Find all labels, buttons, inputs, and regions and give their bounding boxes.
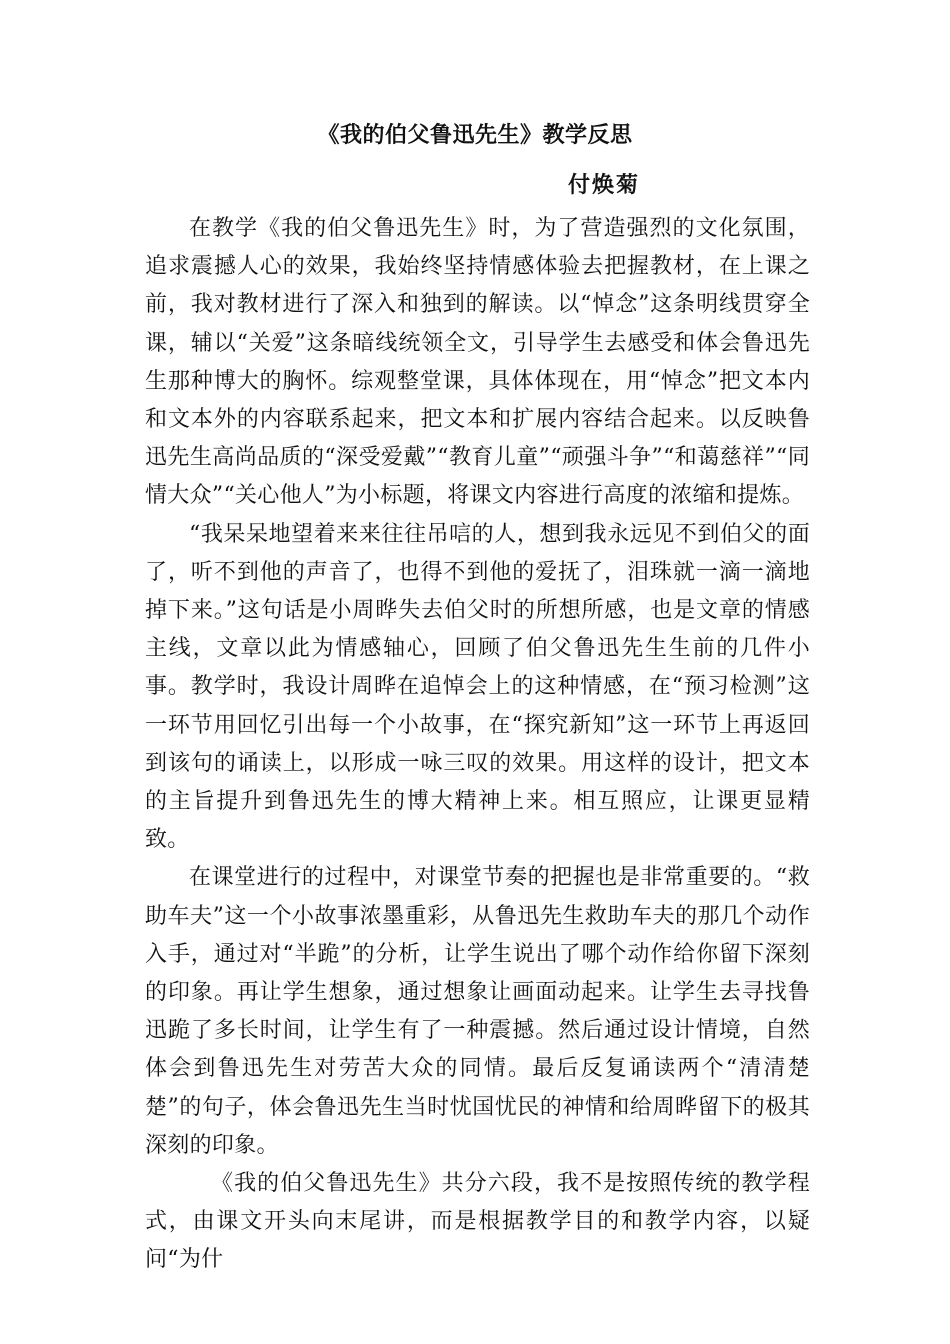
document-title: 《我的伯父鲁迅先生》教学反思 bbox=[317, 123, 633, 148]
paragraph-2: “我呆呆地望着来来往往吊唁的人，想到我永远见不到伯父的面了，听不到他的声音了，也得不到他的爱抚了，泪珠就一滴一滴地掉下来。”这句话是小周晔失去伯父时的所想所感，也是文章的情感主线，文章以此为情感轴心，回顾了伯父鲁迅先生生前的几件小事。教学时，我设计周晔在追悼会上的这种情感，在“预习检测”这一环节用回忆引出每一个小故事，在“探究新知”这一环节上再返回到该句的诵读上，以形成一咏三叹的效果。用这样的设计，把文本的主旨提升到鲁迅先生的博大精神上来。相互照应，让课更显精致。 bbox=[145, 521, 810, 853]
document-body bbox=[145, 210, 810, 1280]
paragraph-3: 在课堂进行的过程中，对课堂节奏的把握也是非常重要的。“救助车夫”这一个小故事浓墨重彩，从鲁迅先生救助车夫的那几个动作入手，通过对“半跪”的分析，让学生说出了哪个动作给你留下深刻的印象。再让学生想象，通过想象让画面动起来。让学生去寻找鲁迅跪了多长时间，让学生有了一种震撼。然后通过设计情境，自然体会到鲁迅先生对劳苦大众的同情。最后反复诵读两个“清清楚楚”的句子，体会鲁迅先生当时忧国忧民的神情和给周晔留下的极其深刻的印象。 bbox=[145, 865, 810, 1158]
paragraph-4: 《我的伯父鲁迅先生》共分六段，我不是按照传统的教学程式，由课文开头向末尾讲，而是根据教学目的和教学内容，以疑问“为什 bbox=[145, 1171, 810, 1273]
document-author: 付焕菊 bbox=[568, 173, 641, 198]
paragraph-1: 在教学《我的伯父鲁迅先生》时，为了营造强烈的文化氛围，追求震撼人心的效果，我始终坚持情感体验去把握教材，在上课之前，我对教材进行了深入和独到的解读。以“悼念”这条明线贯穿全课，辅以“关爱”这条暗线统领全文，引导学生去感受和体会鲁迅先生那种博大的胸怀。综观整堂课，具体体现在，用“悼念”把文本内和文本外的内容联系起来，把文本和扩展内容结合起来。以反映鲁迅先生高尚品质的“深受爱戴”“教育儿童”“顽强斗争”“和蔼慈祥”“同情大众”“关心他人”为小标题，将课文内容进行高度的浓缩和提炼。 bbox=[145, 216, 810, 509]
